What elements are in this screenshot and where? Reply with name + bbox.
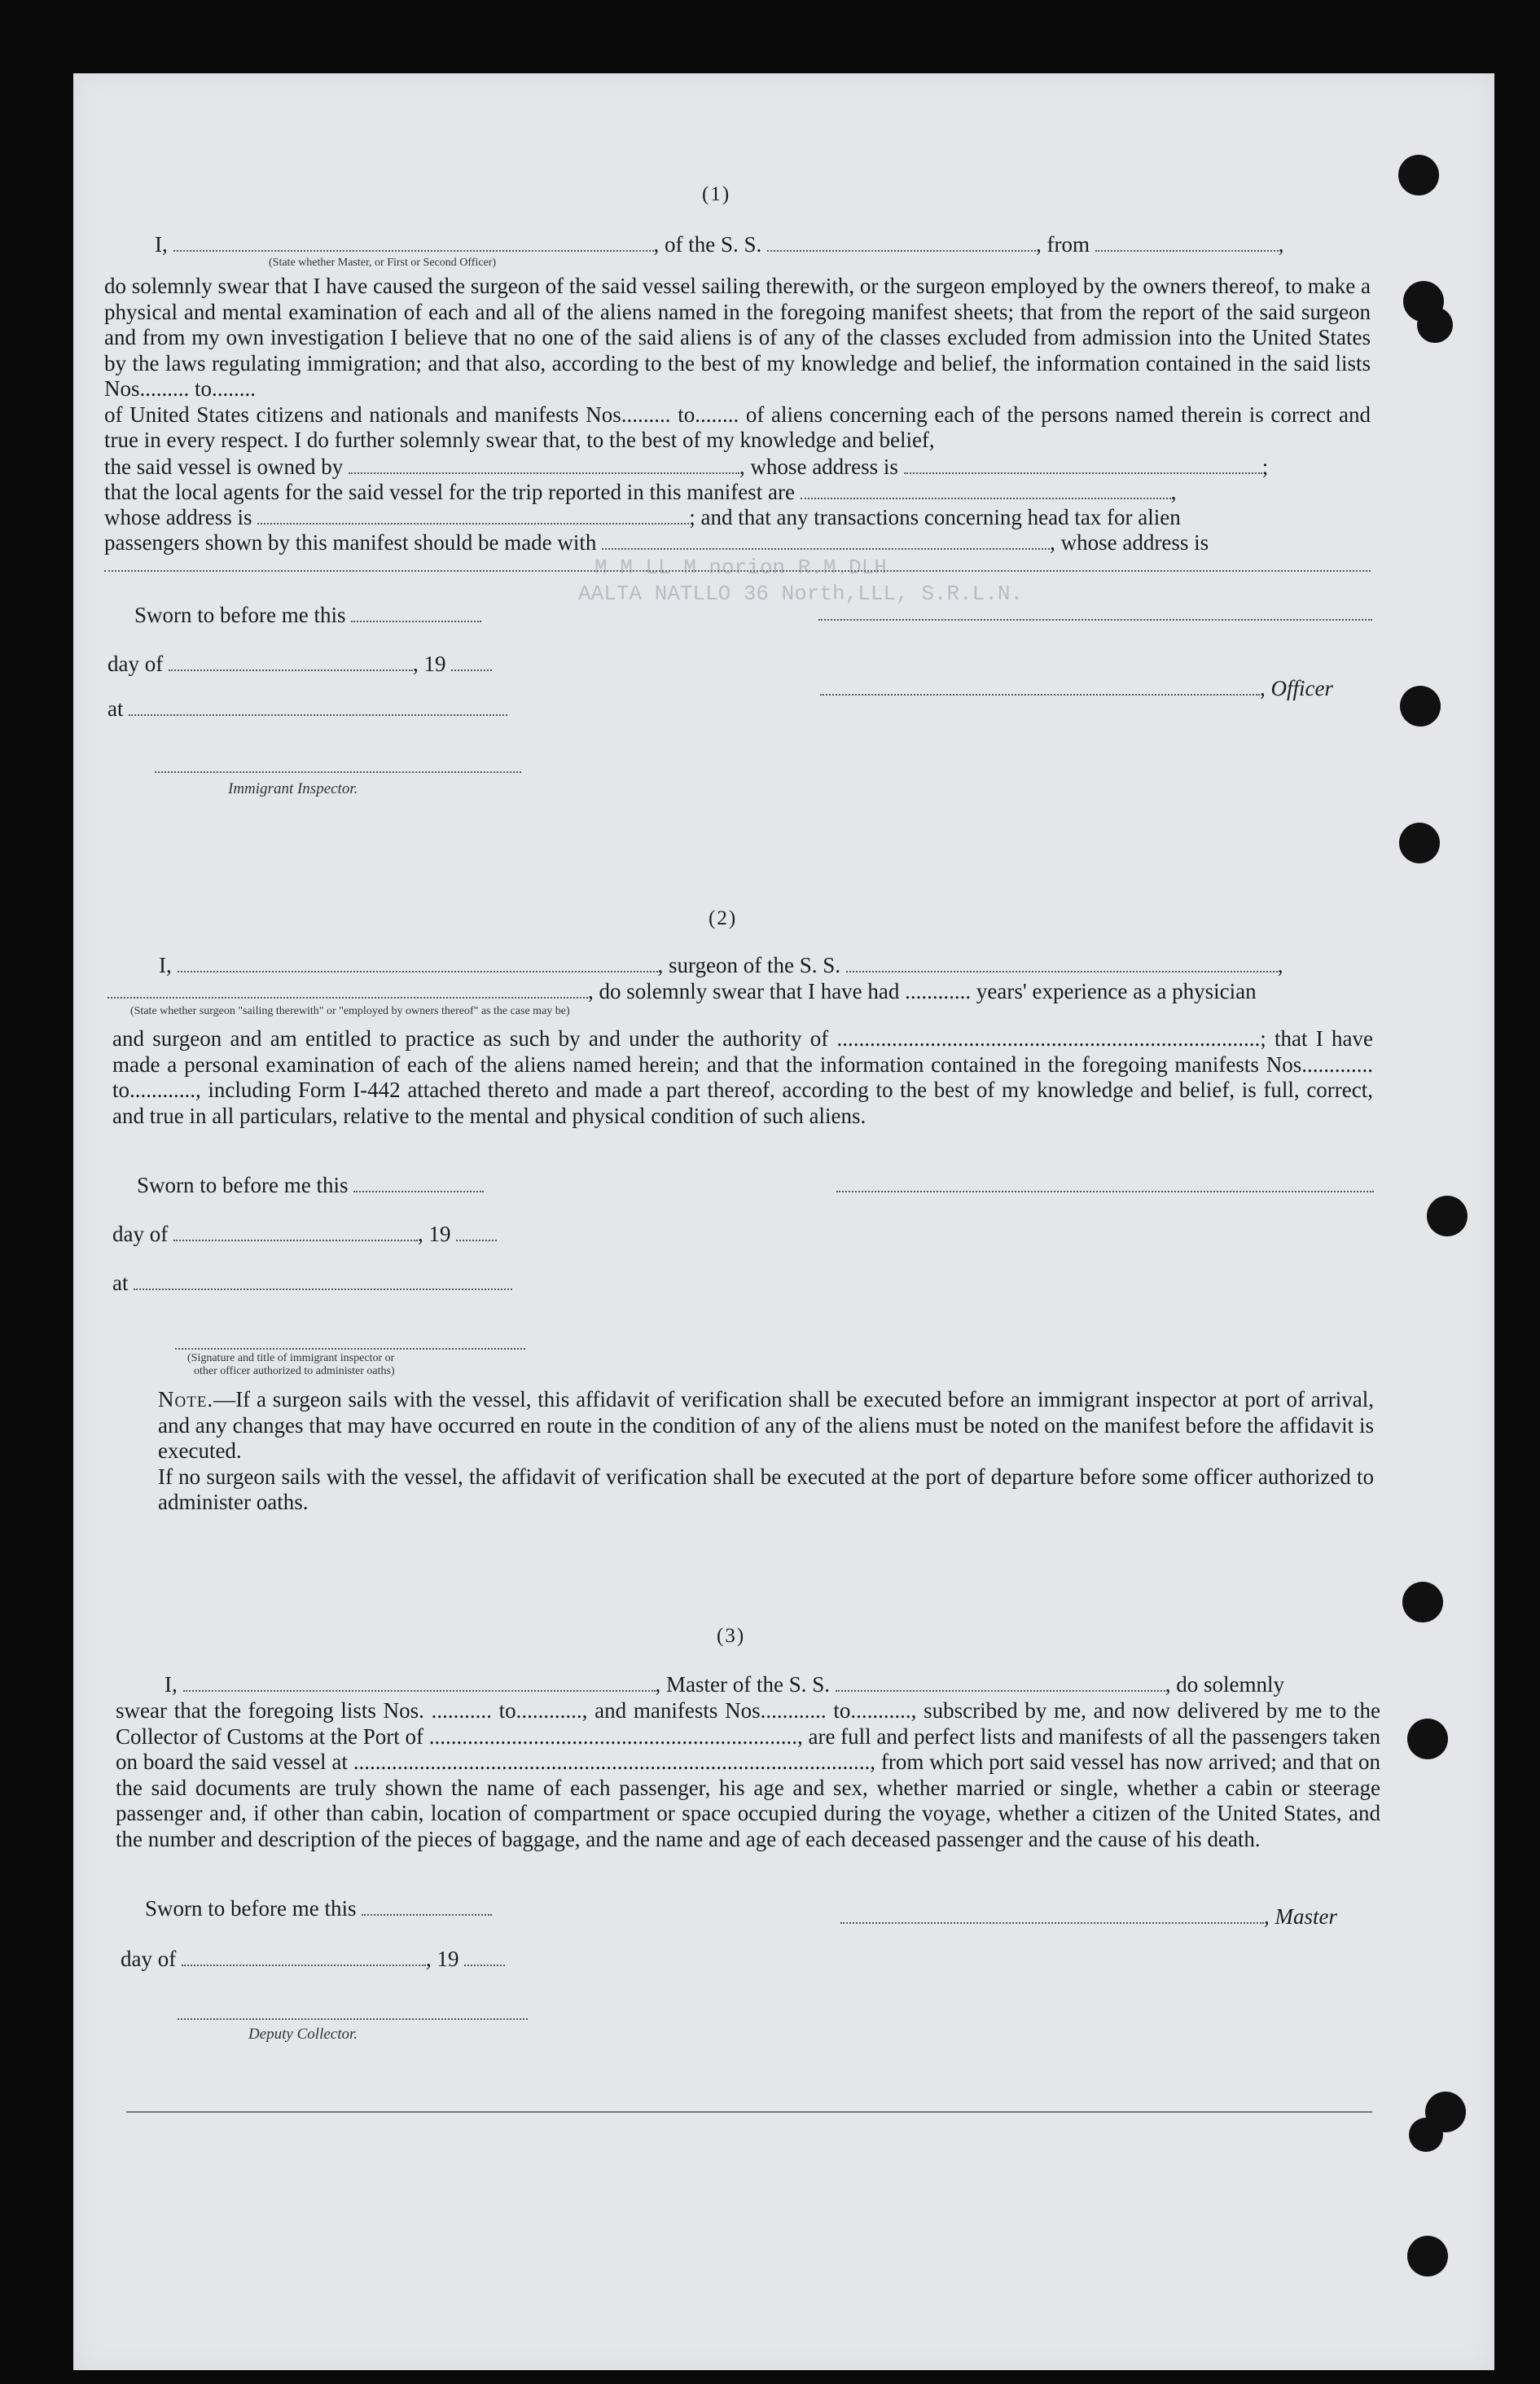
- pronoun-i: I,: [159, 953, 172, 977]
- from-label: , from: [1036, 232, 1090, 257]
- note-paragraph: If no surgeon sails with the vessel, the affidavit of verification shall be executed at the port of departure before some officer authorized to administer oaths.: [158, 1464, 1374, 1514]
- bleed-through-text: AALTA NATLLO 36 North,LLL, S.R.L.N.: [578, 582, 1024, 606]
- owner-field[interactable]: [349, 456, 739, 474]
- section-1-body: [104, 274, 1371, 454]
- officer-label: , Officer: [1260, 676, 1333, 700]
- head-tax-label: ; and that any transactions concerning head tax for alien: [689, 505, 1181, 529]
- ship-name-field[interactable]: [767, 234, 1036, 252]
- note-paragraph: [116, 1387, 1374, 1464]
- pronoun-i: I,: [165, 1672, 178, 1697]
- punct: ,: [1277, 953, 1283, 977]
- whose-address-label: , whose address is: [1050, 530, 1209, 555]
- section-1-paragraph: do solemnly swear that I have caused the surgeon of the said vessel sailing therewith, or the surgeon employed by the owners thereof, to make a physical and mental examination of each and all of the aliens named in the foregoing manifest sheets; that from the report of the said surgeon and from my own investigation I believe that no one of the said aliens is of any of the classes excluded from admission into the United States by the laws regulating immigration; and that also, according to the best of my knowledge and belief, the information contained in the said lists Nos......... to........: [104, 274, 1371, 401]
- contact-address-field[interactable]: [104, 570, 1371, 572]
- year-label: , 19: [412, 652, 446, 676]
- manifest-page: [73, 73, 1494, 2370]
- master-line: [840, 1904, 1337, 1930]
- sworn-line-1: [134, 603, 481, 628]
- bottom-rule: [126, 2111, 1372, 2113]
- master-of-label: , Master of the S. S.: [655, 1672, 830, 1697]
- witness-signature-field[interactable]: [175, 1348, 525, 1350]
- section-1-paragraph: of United States citizens and nationals and manifests Nos......... to........ of aliens concerning each of the persons named therein is correct and true in every respect. I do further solemnly swear that, to the best of my knowledge and belief,: [104, 402, 1371, 452]
- punch-hole: [1409, 2118, 1443, 2152]
- year-field[interactable]: [451, 653, 492, 671]
- section-2-paragraph: and surgeon and am entitled to practice as such by and under the authority of .............................................................................; that I have made a personal examination of each of the aliens named herein; and that the information contained in the foregoing manifests Nos............. to............, including Form I-442 attached thereto and made a part thereof, according to the best of my knowledge and belief, is full, correct, and true in all particulars, relative to the mental and physical condition of such aliens.: [112, 1026, 1373, 1128]
- master-name-field[interactable]: [183, 1674, 656, 1692]
- section-1-number: (1): [702, 183, 731, 205]
- section-1-line-1: [155, 232, 1284, 257]
- solemnly-label: , do solemnly: [1165, 1672, 1284, 1697]
- officer-note: (State whether Master, or First or Second Officer): [269, 257, 497, 269]
- from-port-field[interactable]: [1095, 234, 1279, 252]
- month-field[interactable]: [182, 1948, 426, 1966]
- punch-hole: [1427, 1196, 1468, 1236]
- at-label: at: [112, 1271, 129, 1295]
- punct: ,: [1278, 232, 1284, 257]
- punch-hole: [1407, 2236, 1448, 2276]
- sworn-day-field[interactable]: [362, 1898, 492, 1916]
- whose-address-label: whose address is: [104, 505, 252, 529]
- section-2-body: [112, 1026, 1373, 1129]
- master-signature-field[interactable]: [818, 619, 1372, 621]
- punch-hole: [1417, 307, 1453, 343]
- pronoun-i: I,: [155, 232, 168, 257]
- sworn-label: Sworn to before me this: [134, 603, 346, 627]
- swear-line: , do solemnly swear that I have had ............ years' experience as a physician: [588, 979, 1257, 1003]
- sworn-line-3: [145, 1896, 492, 1921]
- officer-line: [820, 676, 1333, 701]
- ship-name-field-3[interactable]: [836, 1674, 1165, 1692]
- section-3-number: (3): [717, 1625, 746, 1647]
- master-label: , Master: [1264, 1904, 1337, 1929]
- of-ss-label: , of the S. S.: [653, 232, 762, 257]
- year-field[interactable]: [456, 1223, 497, 1241]
- passengers-line: [104, 530, 1209, 555]
- officer-signature-field[interactable]: [820, 678, 1260, 696]
- officer-field[interactable]: [173, 234, 654, 252]
- sig-caption: (Signature and title of immigrant inspector or: [187, 1352, 395, 1364]
- place-field[interactable]: [129, 698, 507, 716]
- head-tax-contact-field[interactable]: [602, 532, 1050, 550]
- punch-hole: [1407, 1719, 1448, 1759]
- note-label: Note.: [158, 1387, 214, 1412]
- owned-by-label: the said vessel is owned by: [104, 454, 344, 479]
- whose-address-label: , whose address is: [739, 454, 898, 479]
- day-of-line-3: [121, 1947, 505, 1972]
- sworn-label: Sworn to before me this: [137, 1173, 349, 1197]
- section-2-line-2: [107, 979, 1257, 1004]
- month-field[interactable]: [169, 653, 413, 671]
- collector-signature-field[interactable]: [178, 2018, 528, 2020]
- day-of-label: day of: [112, 1222, 169, 1246]
- at-label: at: [107, 696, 124, 721]
- punct: ,: [1170, 480, 1177, 504]
- agents-address-field[interactable]: [257, 507, 689, 525]
- punch-hole: [1402, 1582, 1443, 1622]
- place-field[interactable]: [134, 1272, 512, 1290]
- passengers-label: passengers shown by this manifest should be made with: [104, 530, 597, 555]
- owned-by-line: [104, 454, 1268, 480]
- bleed-through-text: M M LL M norion R.M.DLH: [595, 555, 887, 580]
- local-agents-field[interactable]: [801, 481, 1171, 499]
- surgeon-signature-field[interactable]: [836, 1191, 1374, 1192]
- sworn-day-field[interactable]: [353, 1174, 484, 1192]
- year-field[interactable]: [464, 1948, 505, 1966]
- at-line-1: [107, 696, 507, 722]
- agents-address-line: [104, 505, 1181, 530]
- section-3-line-1: [165, 1672, 1284, 1697]
- inspector-caption: Immigrant Inspector.: [228, 780, 358, 797]
- ship-name-field-2[interactable]: [846, 955, 1278, 972]
- day-of-line-1: [107, 652, 492, 677]
- punch-hole: [1399, 823, 1440, 863]
- local-agents-line: [104, 480, 1176, 505]
- surgeon-of-label: , surgeon of the S. S.: [657, 953, 841, 977]
- punch-hole: [1400, 686, 1441, 727]
- local-agents-label: that the local agents for the said vessel for the trip reported in this manifest are: [104, 480, 795, 504]
- section-3-paragraph: swear that the foregoing lists Nos. ........... to............, and manifests Nos............ to..........., subscribed by me, and now delivered by me to the Collector of Customs at the Port of ..................................................................., are full and perfect lists and manifests of all the passengers taken on board the said vessel at .............................................................................................., from which port said vessel has now arrived; and that on the said documents are truly shown the name of each passenger, his age and sex, whether married or single, whether a cabin or steerage passenger and, if other than cabin, location of compartment or space occupied during the voyage, whether a citizen of the United States, and the number and description of the pieces of baggage, and the name and age of each deceased passenger and the cause of his death.: [116, 1698, 1380, 1851]
- sig-caption: other officer authorized to administer oaths): [194, 1365, 395, 1377]
- owner-address-field[interactable]: [904, 456, 1262, 474]
- year-label: , 19: [417, 1222, 451, 1246]
- month-field[interactable]: [173, 1223, 418, 1241]
- sworn-day-field[interactable]: [351, 604, 481, 622]
- at-line-2: [112, 1271, 512, 1296]
- day-of-label: day of: [107, 652, 164, 676]
- punch-hole: [1398, 155, 1439, 195]
- deputy-caption: Deputy Collector.: [248, 2026, 358, 2043]
- inspector-signature-field[interactable]: [155, 771, 521, 773]
- master-signature-field-3[interactable]: [840, 1906, 1264, 1924]
- punct: ;: [1261, 454, 1269, 479]
- surgeon-name-field[interactable]: [178, 955, 658, 972]
- section-2-line-1: [159, 953, 1283, 978]
- sworn-label: Sworn to before me this: [145, 1896, 357, 1921]
- surgeon-type-field[interactable]: [107, 981, 588, 999]
- section-3-body: [116, 1698, 1380, 1852]
- section-2-number: (2): [709, 907, 738, 929]
- day-of-label: day of: [121, 1947, 177, 1971]
- note-block: [116, 1387, 1374, 1516]
- year-label: , 19: [425, 1947, 459, 1971]
- note-text: —If a surgeon sails with the vessel, this affidavit of verification shall be executed before an immigrant inspector at port of arrival, and any changes that may have occurred en route in the condition of any of the aliens must be noted on the manifest before the affidavit is executed.: [158, 1387, 1374, 1463]
- day-of-line-2: [112, 1222, 497, 1247]
- sworn-line-2: [137, 1173, 484, 1198]
- surgeon-note: (State whether surgeon "sailing therewith" or "employed by owners thereof" as the case may be): [130, 1005, 570, 1017]
